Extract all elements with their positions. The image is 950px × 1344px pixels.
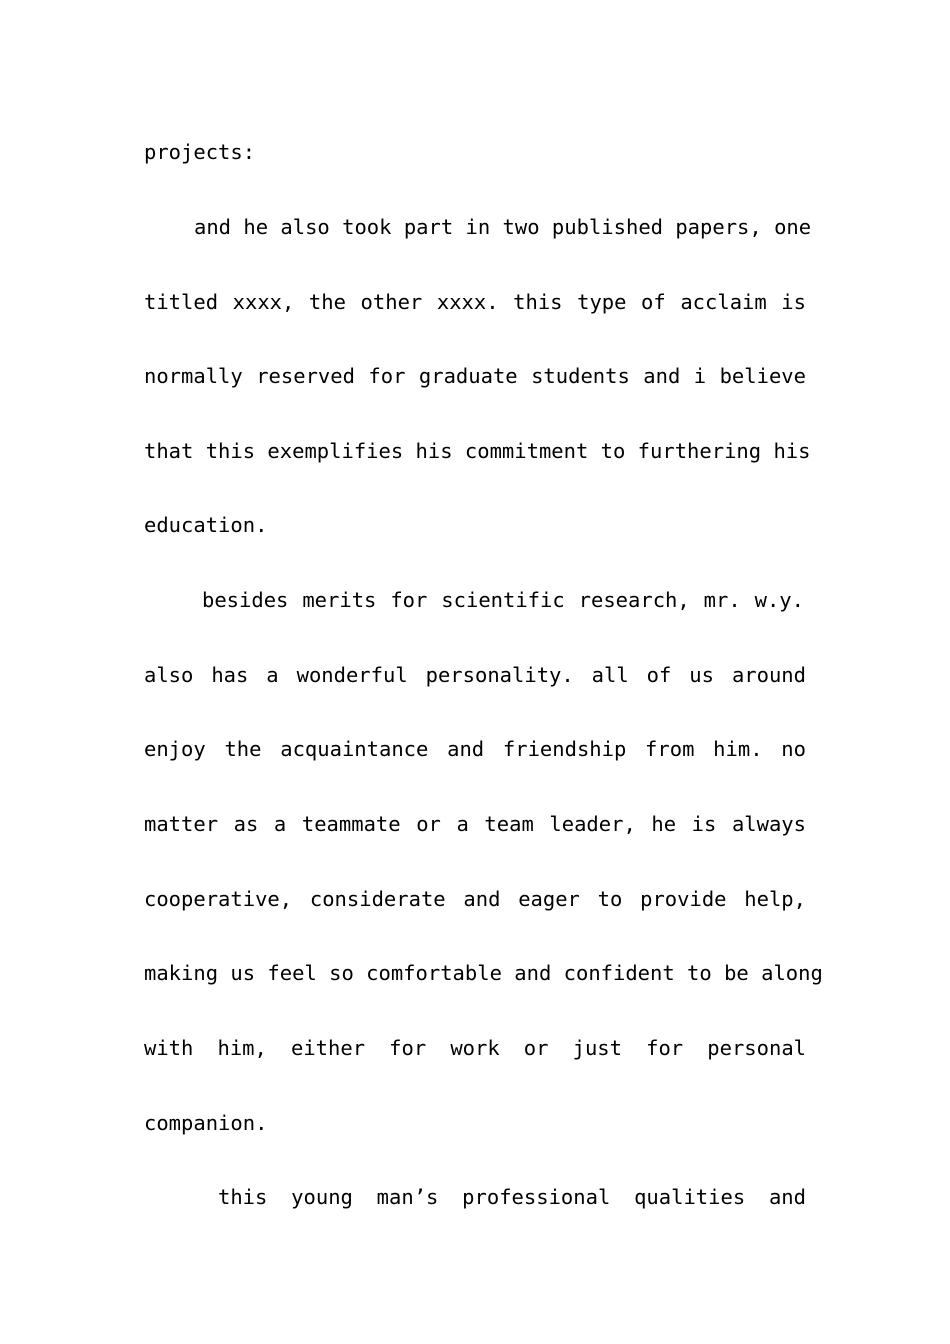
text-line: cooperative, considerate and eager to provide help, <box>144 887 806 911</box>
text-line: titled xxxx, the other xxxx. this type of acclaim is <box>144 290 806 314</box>
text-line: with him, either for work or just for personal <box>144 1036 806 1060</box>
text-line: enjoy the acquaintance and friendship from him. no <box>144 737 806 761</box>
text-line: besides merits for scientific research, mr. w.y. <box>202 588 804 612</box>
text-line: projects: <box>144 140 256 164</box>
text-line: making us feel so comfortable and confident to be along <box>144 961 823 985</box>
text-line: and he also took part in two published papers, one <box>194 215 812 239</box>
text-line: also has a wonderful personality. all of us around <box>144 663 806 687</box>
text-line: normally reserved for graduate students and i believe <box>144 364 806 388</box>
text-line: education. <box>144 513 268 537</box>
text-line: this young man’s professional qualities and <box>218 1185 806 1209</box>
text-line: that this exemplifies his commitment to furthering his <box>144 439 811 463</box>
text-line: companion. <box>144 1111 268 1135</box>
text-line: matter as a teammate or a team leader, he is always <box>144 812 806 836</box>
